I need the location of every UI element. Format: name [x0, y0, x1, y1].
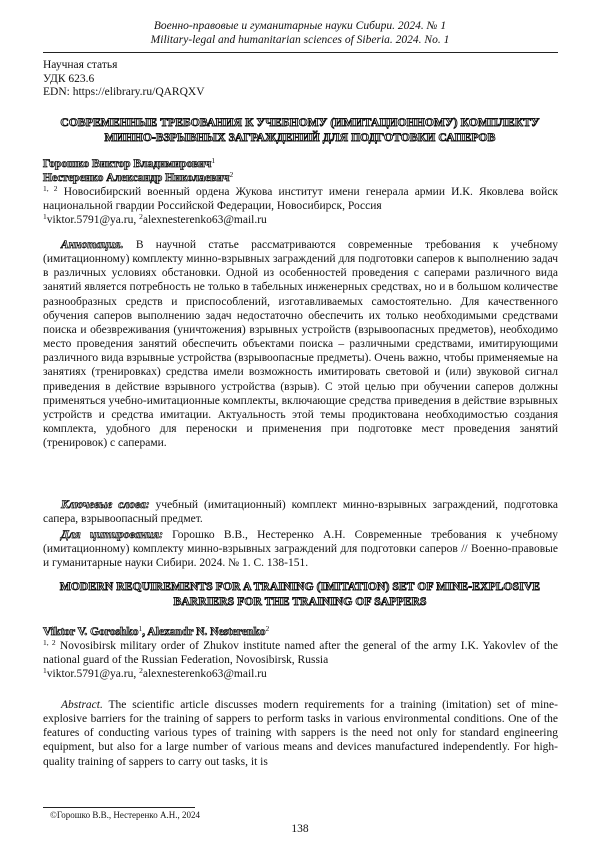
- copyright-footnote: ©Горошко В.В., Нестеренко А.Н., 2024: [50, 810, 200, 821]
- keywords-ru: [43, 498, 558, 526]
- article-page: [0, 0, 600, 848]
- email-en-2[interactable]: alexnesterenko63@mail.ru: [143, 668, 267, 680]
- email-en-1-sup: 1: [43, 666, 47, 675]
- emails-ru: [43, 213, 558, 227]
- affiliation-en-text: Novosibirsk military order of Zhukov institute named after the general of the army I.K. Yakovlev of the national guard of the Russian Federation, Novosibirsk, Russia: [43, 640, 558, 666]
- author-en-1-sup: 1: [139, 624, 143, 633]
- email-ru-2-sup: 2: [139, 212, 143, 221]
- citation-ru: [43, 528, 558, 570]
- journal-line-ru: Военно-правовые и гуманитарные науки Сибири. 2024. № 1: [40, 19, 560, 33]
- abstract-en: [43, 698, 558, 769]
- citation-ru-text: Горошко В.В., Нестеренко А.Н. Современные требования к учебному (имитационному) комплекту минно-взрывных заграждений для подготовки саперов // Военно-правовые и гуманитарные науки Сибири. 2024. № 1. С. 138-151.: [43, 529, 558, 569]
- author-ru-2-sup: 2: [229, 170, 233, 179]
- journal-header: [40, 19, 560, 47]
- author-en-1-name: Viktor V. Goroshko: [43, 626, 139, 638]
- journal-line-en: Military-legal and humanitarian sciences of Siberia. 2024. No. 1: [40, 33, 560, 47]
- title-ru-line1: СОВРЕМЕННЫЕ ТРЕБОВАНИЯ К УЧЕБНОМУ (ИМИТАЦИОННОМУ) КОМПЛЕКТУ: [40, 115, 560, 130]
- edn-link[interactable]: EDN: https://elibrary.ru/QARQXV: [43, 86, 205, 100]
- authors-ru: [43, 157, 558, 227]
- article-type: Научная статья: [43, 59, 205, 73]
- abstract-ru-label: Аннотация.: [61, 239, 123, 251]
- title-en: [40, 579, 560, 609]
- author-ru-1: [43, 157, 558, 171]
- abstract-ru-text: В научной статье рассматриваются современные требования к учебному (имитационному) комплекту минно-взрывных заграждений для подготовки саперов к выполнению задач в различных условиях обстановки. Одной из особенностей проведения с саперами различного вида занятий является потребность не только в табельных инженерных средствах, но и в большом количестве разнообразных средств и приспособлений, изготавливаемых самостоятельно. Для качественного обучения саперов выполнению задач недостаточно обеспечить их только необходимыми средствами поиска и обезвреживания (уничтожения) взрывных устройств (взрывоопасных предметов), необходимо место проведения занятий обеспечить объектами поиска – различными средствами, имитирующими различного вида взрывные устройства (взрывоопасные предметы). Очень важно, чтобы применяемые на занятиях (тренировках) средства имели возможность имитировать световой и (или) звуковой сигнал приведения в действие взрывного устройства (взрыв). С этой целью при обучении саперов должны применяться учебно-имитационные комплекты, включающие средства приведения в действие взрывных устройств и средства имитации. Актуальность этой темы продиктована необходимостью создания комплекта, удобного для переноски и применения при подготовке мест проведения занятий (тренировок) с саперами.: [43, 239, 558, 449]
- email-ru-2[interactable]: alexnesterenko63@mail.ru: [143, 214, 267, 226]
- title-ru-line2: МИННО-ВЗРЫВНЫХ ЗАГРАЖДЕНИЙ ДЛЯ ПОДГОТОВКИ САПЕРОВ: [40, 130, 560, 145]
- footnote-divider: [43, 807, 195, 808]
- header-divider: [43, 52, 558, 53]
- affiliation-ru-text: Новосибирский военный ордена Жукова институт имени генерала армии И.К. Яковлева войск национальной гвардии Российской Федерации, Новосибирск, Россия: [43, 186, 558, 212]
- email-en-2-sup: 2: [139, 666, 143, 675]
- udk-code: УДК 623.6: [43, 73, 205, 87]
- author-en-2-sup: 2: [266, 624, 270, 633]
- email-ru-1-sup: 1: [43, 212, 47, 221]
- title-ru: [40, 115, 560, 145]
- abstract-en-label: Abstract.: [61, 699, 103, 711]
- author-en-2-name: Alexandr N. Nesterenko: [147, 626, 265, 638]
- author-ru-1-sup: 1: [211, 156, 215, 165]
- affiliation-ru-sup: 1, 2: [43, 184, 58, 193]
- title-en-line1: MODERN REQUIREMENTS FOR A TRAINING (IMITATION) SET OF MINE-EXPLOSIVE: [40, 579, 560, 594]
- keywords-ru-label: Ключевые слова:: [61, 499, 150, 511]
- author-ru-1-name: Горошко Виктор Владимирович: [43, 158, 211, 170]
- citation-ru-label: Для цитирования:: [61, 529, 163, 541]
- title-en-line2: BARRIERS FOR THE TRAINING OF SAPPERS: [40, 594, 560, 609]
- emails-en: [43, 667, 558, 681]
- affiliation-ru: [43, 185, 558, 213]
- authors-en-line: Viktor V. Goroshko1, Alexandr N. Nesterenko2: [43, 625, 558, 639]
- keywords-ru-text: учебный (имитационный) комплект минно-взрывных заграждений, подготовка сапера, взрывоопасный предмет.: [43, 499, 558, 525]
- article-meta: [43, 59, 205, 100]
- abstract-ru: [43, 238, 558, 450]
- affiliation-en-sup: 1, 2: [43, 638, 56, 647]
- author-ru-2-name: Нестеренко Александр Николаевич: [43, 172, 229, 184]
- email-ru-1[interactable]: viktor.5791@ya.ru,: [47, 214, 136, 226]
- email-en-1[interactable]: viktor.5791@ya.ru,: [47, 668, 136, 680]
- author-ru-2: [43, 171, 558, 185]
- authors-en: [43, 625, 558, 681]
- page-number: 138: [0, 823, 600, 835]
- abstract-en-text: The scientific article discusses modern requirements for a training (imitation) set of mine-explosive barriers for the training of sappers to perform tasks in various environmental conditions. One of the features of conducting various types of training with sappers is the need not only for standard engineering equipment, but also for a large number of various means and devices manufactured independently. For high-quality training of sappers to carry out tasks, it is: [43, 699, 558, 768]
- affiliation-en: [43, 639, 558, 667]
